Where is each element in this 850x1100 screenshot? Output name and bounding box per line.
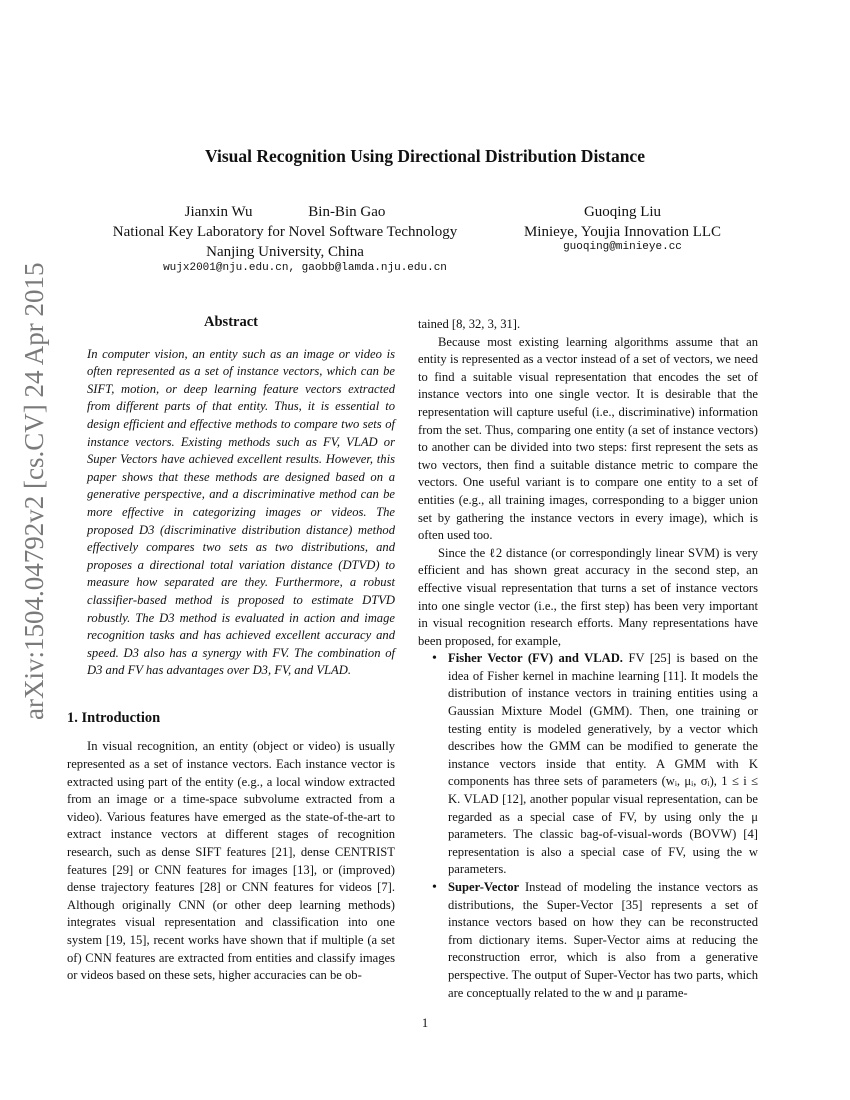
author-name: Jianxin Wu — [184, 204, 253, 220]
body-paragraph: Because most existing learning algorithms assume that an entity is represented as a vector instead of a set of vectors, we need to find a suitable visual representation that encodes the set of instance vectors into one single vector. It is desirable that the representation will capture useful (i.e., discriminative) information from the set. Thus, comparing one entity (a set of instance vectors) to another can be divided into two steps: first represent the sets as two vectors, then find a suitable distance metric to compare the vectors. One useful variant is to compare one entity to a set of entities (e.g., all training images, corresponding to a bigger union set by gathering the instance vectors in every image), which is often used too. — [418, 334, 758, 543]
list-item-text: FV [25] is based on the idea of Fisher kernel in machine learning [11]. It models the distribution of instance vectors in training entities using a Gaussian Mixture Model (GMM). Then, one training or testing entity is modeled generatively, by a vector which describes how the GMM can be modified to generate the instance vectors inside that entity. A GMM with K components has three sets of parameters (wᵢ, μᵢ, σᵢ), 1 ≤ i ≤ K. VLAD [12], another popular visual representation, can be regarded as a special case of FV, by using only the μ parameters. The classic bag-of-visual-words (BOVW) [4] representation is also a special case of FV, using the w parameters. — [448, 651, 758, 877]
paper-title: Visual Recognition Using Directional Distribution Distance — [205, 146, 645, 166]
representation-list — [418, 650, 758, 1002]
author-name: Guoqing Liu — [583, 204, 662, 220]
abstract-heading: Abstract — [204, 314, 258, 330]
affiliation-line: National Key Laboratory for Novel Software Technology — [112, 224, 458, 240]
list-item-text: Instead of modeling the instance vectors as distributions, the Super-Vector [35] represents a set of instance vectors based on how they can be reconstructed from dictionary items. Super-Vector aims at reducing the reconstruction error, which is also from a generative perspective. The output of Super-Vector has two parts, which are conceptually related to the w and μ parame- — [448, 880, 758, 1000]
author-email-right: guoqing@minieye.cc — [563, 241, 682, 253]
authors-right-block — [500, 202, 745, 242]
continued-text: tained [8, 32, 3, 31]. — [418, 317, 521, 331]
left-column — [67, 314, 395, 985]
arxiv-stamp: arXiv:1504.04792v2 [cs.CV] 24 Apr 2015 — [19, 262, 49, 720]
section-heading-introduction: 1. Introduction — [67, 709, 161, 726]
intro-paragraph: In visual recognition, an entity (object or video) is usually represented as a set of instance vectors. Each instance vector is extracted using part of the entity (e.g., a local window extracted from an image or a time-space subvolume extracted from a video). Various features have emerged as the state-of-the-art to extract instance vectors at different stages of recognition research, such as dense SIFT features [21], dense CENTRIST features [29] or CNN features for images [13], or (improved) dense trajectory features [28] or CNN features for videos [7]. Although originally CNN (or other deep learning methods) integrates visual representation and classification into one system [19, 15], recent works have shown that if multiple (a set of) CNN features are extracted from entities and classify images or videos based on these sets, higher accuracies can be ob- — [67, 739, 395, 983]
list-item-lead: Fisher Vector (FV) and VLAD. — [448, 651, 623, 666]
authors-left-block — [80, 202, 490, 262]
affiliation-line: Minieye, Youjia Innovation LLC — [523, 224, 722, 240]
list-item — [448, 879, 758, 1002]
author-emails-left: wujx2001@nju.edu.cn, gaobb@lamda.nju.edu.cn — [163, 262, 447, 274]
page-number: 1 — [421, 1016, 429, 1030]
abstract-text: In computer vision, an entity such as an image or video is often represented as a set of instance vectors, which can be SIFT, motion, or deep learning feature vectors extracted from different parts of that entity. Thus, it is essential to design efficient and effective methods to compare two sets of instance vectors. Existing methods such as FV, VLAD or Super Vectors have achieved excellent results. However, this paper shows that these methods are designed based on a generative perspective, and a discriminative method can be more effective in categorizing images or videos. The proposed D3 (discriminative distribution distance) method effectively compares two sets as two distributions, and proposes a directional total variation distance (DTVD) to measure how separated are they. Furthermore, a robust classifier-based method is proposed to estimate DTVD robustly. The D3 method is evaluated in action and image recognition tasks and has achieved excellent accuracy and speed. D3 also has a synergy with FV. The combination of D3 and FV has advantages over D3, FV, and VLAD. — [87, 346, 395, 678]
list-item — [448, 650, 758, 879]
right-column — [418, 316, 758, 1002]
body-paragraph: Since the ℓ2 distance (or correspondingly linear SVM) is very efficient and has shown great accuracy in the second step, an effective visual representation that turns a set of instance vectors into one single vector (i.e., the first step) has been very important in visual recognition research efforts. Many representations have been proposed, for example, — [418, 545, 758, 648]
affiliation-line: Nanjing University, China — [206, 244, 364, 260]
author-names-left — [80, 202, 490, 222]
list-item-lead: Super-Vector — [448, 880, 520, 894]
author-name: Bin-Bin Gao — [308, 204, 386, 220]
